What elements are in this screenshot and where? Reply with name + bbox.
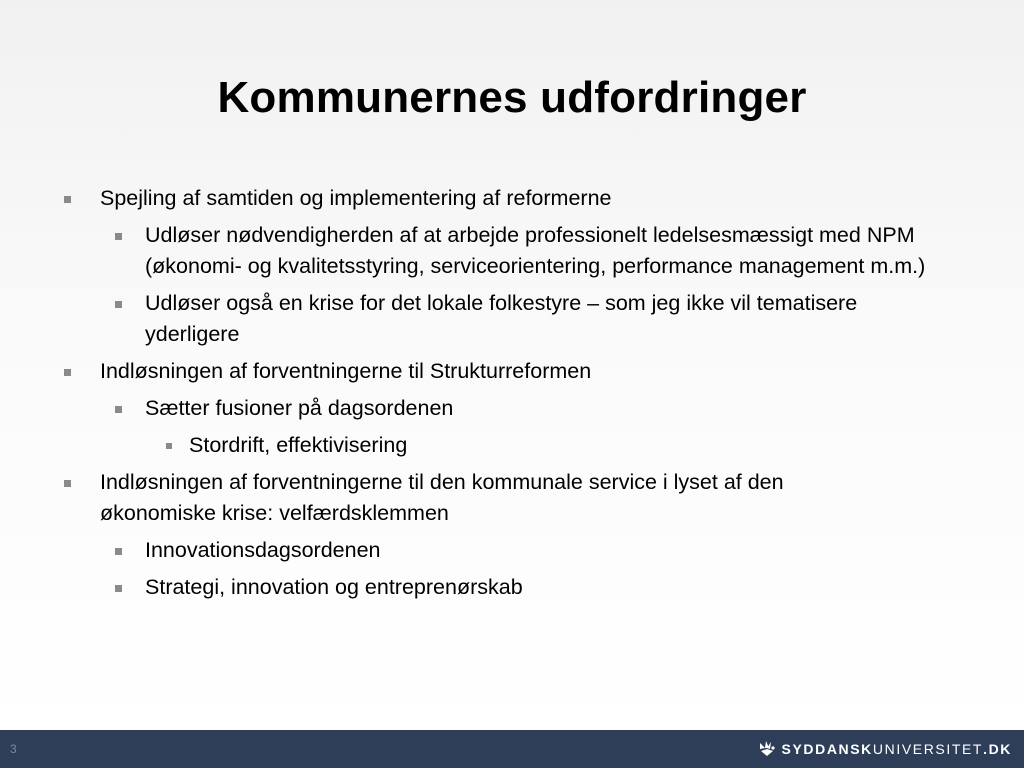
bullet-level-2 — [0, 535, 945, 566]
square-bullet-icon — [64, 196, 71, 203]
square-bullet-icon — [115, 406, 122, 413]
bullet-text: Spejling af samtiden og implementering af reformerne — [100, 186, 612, 210]
bullet-level-1 — [0, 467, 860, 529]
bullet-list — [0, 183, 1024, 609]
logo-wordmark — [782, 741, 1012, 757]
university-logo — [757, 738, 1012, 760]
square-bullet-icon — [166, 443, 172, 449]
bullet-level-2 — [0, 220, 945, 282]
logo-text-thin: UNIVERSITET — [872, 741, 984, 757]
square-bullet-icon — [115, 585, 122, 592]
bullet-text: Innovationsdagsordenen — [145, 538, 381, 562]
square-bullet-icon — [64, 369, 71, 376]
bullet-level-1 — [0, 356, 860, 387]
square-bullet-icon — [115, 233, 122, 240]
slide-title: Kommunernes udfordringer — [217, 73, 807, 122]
logo-text-bold: SYDDANSK — [781, 741, 873, 757]
square-bullet-icon — [115, 548, 122, 555]
bullet-level-1 — [0, 183, 860, 214]
footer-bar — [0, 730, 1024, 768]
bullet-text: Indløsningen af forventningerne til Strukturreformen — [100, 359, 592, 383]
square-bullet-icon — [64, 480, 71, 487]
bullet-text: Stordrift, effektivisering — [189, 433, 408, 457]
bullet-level-2 — [0, 288, 945, 350]
page-number: 3 — [10, 742, 17, 756]
bullet-text: Udløser også en krise for det lokale folkestyre – som jeg ikke vil tematisere yderligere — [145, 291, 858, 346]
bird-logo-icon — [757, 739, 777, 759]
logo-text-domain: .DK — [983, 741, 1012, 757]
bullet-level-2 — [0, 393, 945, 424]
bullet-text: Udløser nødvendigherden af at arbejde professionelt ledelsesmæssigt med NPM (økonomi- og kvalitetsstyring, serviceorientering, performance management m.m.) — [145, 223, 926, 278]
bullet-text: Sætter fusioner på dagsordenen — [145, 396, 454, 420]
bullet-text: Indløsningen af forventningerne til den kommunale service i lyset af den økonomiske krise: velfærdsklemmen — [100, 470, 784, 525]
bullet-text: Strategi, innovation og entreprenørskab — [145, 575, 523, 599]
bullet-level-3 — [0, 430, 949, 461]
square-bullet-icon — [115, 301, 122, 308]
bullet-level-2 — [0, 572, 945, 603]
